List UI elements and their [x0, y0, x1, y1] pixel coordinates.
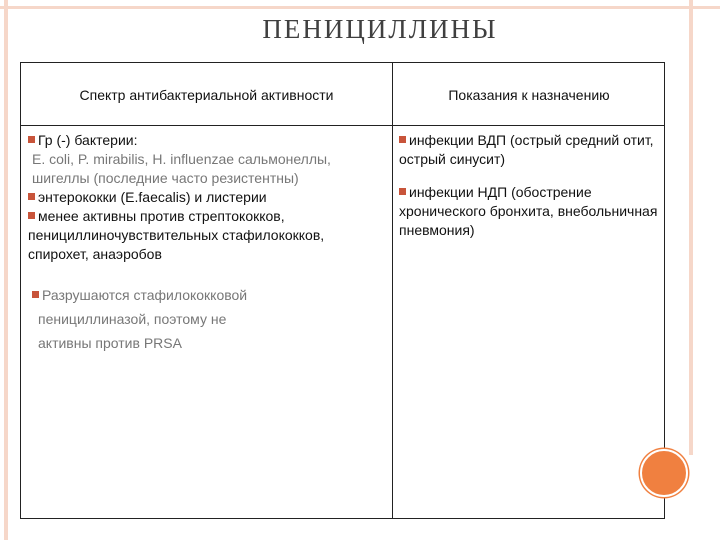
decorative-frame-left	[4, 0, 8, 540]
spectrum-item-resistance	[28, 283, 386, 355]
bullet-icon	[28, 136, 35, 143]
indication-text: инфекции ВДП (острый средний отит, острый синусит)	[399, 132, 654, 167]
spectrum-item-enterococci	[28, 188, 386, 207]
bullet-icon	[28, 193, 35, 200]
indications-cell	[399, 131, 659, 240]
resistance-line-3: активны против PRSA	[38, 335, 182, 351]
bullet-icon	[399, 136, 406, 143]
slide-title: ПЕНИЦИЛЛИНЫ	[262, 14, 498, 44]
decorative-frame-top	[0, 6, 720, 9]
bullet-icon	[28, 212, 35, 219]
spectrum-item-text: энтерококки (E.faecalis) и листерии	[38, 189, 267, 205]
header-spectrum: Спектр антибактериальной активности	[79, 87, 334, 103]
spectrum-item-gram-negative	[28, 131, 386, 150]
table-header-divider	[21, 125, 664, 126]
indication-item-upper	[399, 131, 659, 169]
content-table	[20, 62, 665, 519]
resistance-line-1: Разрушаются стафилококковой	[42, 287, 248, 303]
table-column-divider	[392, 63, 393, 518]
indication-text: инфекции НДП (обострение хронического бронхита, внебольничная пневмония)	[399, 184, 658, 238]
spectrum-item-label: Гр (-) бактерии:	[38, 132, 138, 148]
bullet-icon	[32, 291, 39, 298]
bullet-icon	[399, 188, 406, 195]
spectrum-item-detail: E. coli, P. mirabilis, H. influenzae сальмонеллы, шигеллы (последние часто резистентны)	[32, 151, 331, 186]
decorative-frame-right	[689, 0, 693, 455]
resistance-line-2: пенициллиназой, поэтому не	[38, 311, 227, 327]
decorative-circle-icon	[640, 449, 688, 497]
spectrum-cell	[28, 131, 386, 355]
spectrum-item-less-active	[28, 207, 386, 264]
indication-item-lower	[399, 183, 659, 240]
header-indications: Показания к назначению	[448, 87, 610, 103]
spectrum-item-text: менее активны против стрептококков, пенициллиночувствительных стафилококков, спирохет, анаэробов	[28, 208, 325, 262]
